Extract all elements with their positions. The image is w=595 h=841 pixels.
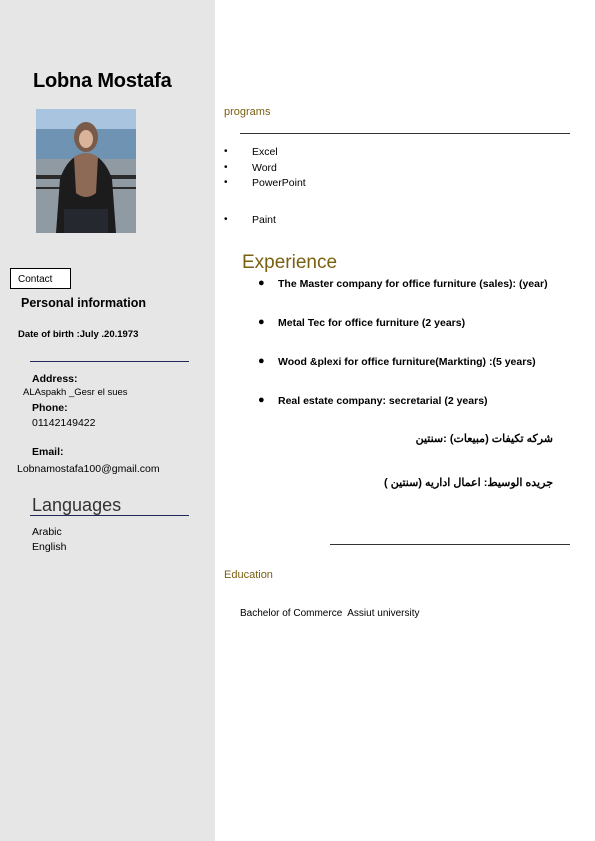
bullet-icon: • xyxy=(224,162,228,173)
contact-label: Contact xyxy=(10,268,71,289)
experience-heading: Experience xyxy=(242,252,338,273)
language-item: English xyxy=(32,541,67,553)
bullet-icon: ● xyxy=(258,394,265,406)
bullet-icon: • xyxy=(224,214,228,225)
experience-item: ● Metal Tec for office furniture (2 years) xyxy=(258,316,466,329)
experience-item: ● Real estate company: secretarial (2 years) xyxy=(258,394,488,407)
personal-information-heading: Personal information xyxy=(21,296,147,310)
email-label: Email: xyxy=(32,446,64,458)
bullet-icon: ● xyxy=(258,277,265,289)
education-heading: Education xyxy=(224,569,273,581)
experience-arabic-item: شركه تكيفات (مبيعات) :سنتين xyxy=(415,433,553,445)
programs-divider xyxy=(240,133,570,134)
bullet-icon: • xyxy=(224,177,228,188)
experience-arabic-item: جريده الوسيط: اعمال اداريه (سنتين ) xyxy=(384,477,553,489)
education-entry: Bachelor of Commerce Assiut university xyxy=(240,608,420,619)
languages-divider xyxy=(30,515,189,516)
address-value: ALAspakh _Gesr el sues xyxy=(23,387,128,398)
email-value: Lobnamostafa100@gmail.com xyxy=(17,463,160,475)
profile-photo xyxy=(36,109,136,233)
experience-divider xyxy=(330,544,570,545)
sidebar-divider xyxy=(30,361,189,362)
bullet-icon: ● xyxy=(258,316,265,328)
experience-item: ● The Master company for office furniture (sales): (year) xyxy=(258,277,548,290)
phone-value: 01142149422 xyxy=(32,417,96,429)
candidate-name: Lobna Mostafa xyxy=(33,70,172,92)
phone-label: Phone: xyxy=(32,402,68,414)
languages-heading: Languages xyxy=(32,495,122,515)
bullet-icon: • xyxy=(224,146,228,157)
experience-item: ● Wood &plexi for office furniture(Markting) :(5 years) xyxy=(258,355,536,368)
date-of-birth: Date of birth :July .20.1973 xyxy=(18,329,139,340)
language-item: Arabic xyxy=(32,526,62,538)
programs-heading: programs xyxy=(224,106,271,118)
bullet-icon: ● xyxy=(258,355,265,367)
address-label: Address: xyxy=(32,373,78,385)
